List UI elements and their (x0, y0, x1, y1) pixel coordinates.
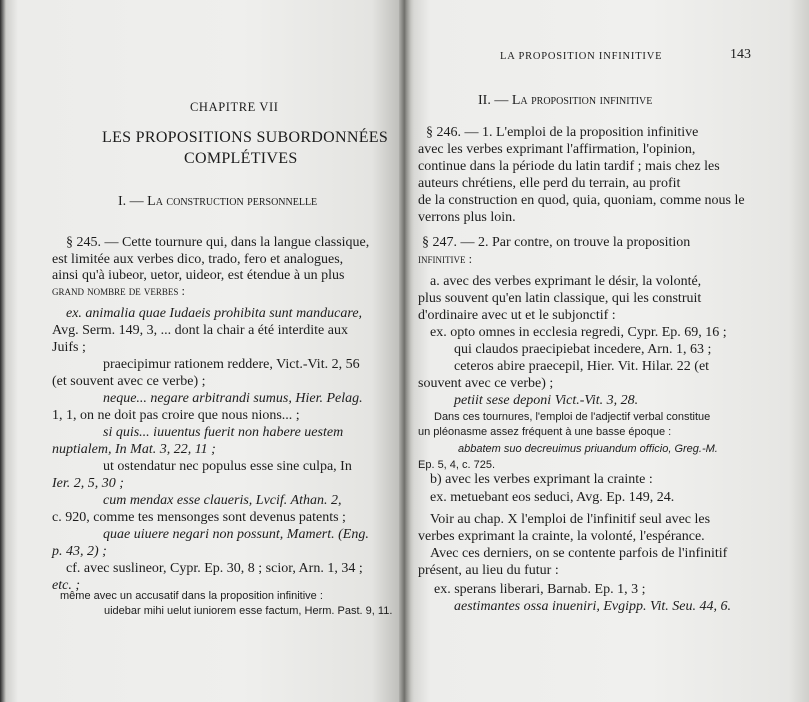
body-line: petiit sese deponi Vict.-Vit. 3, 28. (454, 393, 639, 408)
body-line: Avg. Serm. 149, 3, ... dont la chair a été interdite aux (52, 323, 348, 338)
body-line: nuptialem, In Mat. 3, 22, 11 ; (52, 442, 216, 457)
body-line: ainsi qu'à iubeor, uetor, uideor, est étendue à un plus (52, 268, 345, 283)
body-line: ceteros abire praecepil, Hier. Vit. Hilar. 22 (et (454, 359, 710, 374)
body-line: cf. avec suslineor, Cypr. Ep. 30, 8 ; scior, Arn. 1, 34 ; (66, 561, 363, 576)
body-line: Juifs ; (52, 340, 86, 355)
body-line: ex. sperans liberari, Barnab. Ep. 1, 3 ; (434, 582, 646, 597)
chapter-label: CHAPITRE VII (190, 100, 279, 114)
body-line: neque... negare arbitrandi sumus, Hier. Pelag. (103, 391, 363, 406)
body-line: avec les verbes exprimant l'affirmation, l'opinion, (418, 142, 696, 157)
body-line: verrons plus loin. (418, 210, 516, 225)
body-line: aestimantes ossa inueniri, Evgipp. Vit. Seu. 44, 6. (454, 599, 731, 614)
body-line: auteurs chrétiens, elle perd du terrain, au profit (418, 176, 681, 191)
body-line: § 246. — 1. L'emploi de la proposition infinitive (426, 125, 699, 140)
body-line: c. 920, comme tes mensonges sont devenus patents ; (52, 510, 346, 525)
page-number: 143 (730, 47, 751, 62)
body-line: quae uiuere negari non possunt, Mamert. (Eng. (103, 527, 369, 542)
note-line: un pléonasme assez fréquent à une basse époque : (418, 426, 672, 438)
body-line: est limitée aux verbes dico, trado, fero et analogues, (52, 252, 344, 267)
body-line: ex. metuebant eos seduci, Avg. Ep. 149, 24. (430, 490, 675, 505)
body-line: continue dans la période du latin tardif ; mais chez les (418, 159, 720, 174)
body-line: de la construction en quod, quia, quoniam, comme nous le (418, 193, 745, 208)
body-line: ut ostendatur nec populus esse sine culpa, In (103, 459, 352, 474)
note-line: Dans ces tournures, l'emploi de l'adjectif verbal constitue (434, 411, 711, 423)
right-page (404, 0, 809, 702)
body-line: 1, 1, on ne doit pas croire que nous nions... ; (52, 408, 300, 423)
note-line: abbatem suo decreuimus priuandum officio, Greg.-M. (458, 443, 718, 455)
footnote: uidebar mihi uelut iuniorem esse factum, Herm. Past. 9, 11. (104, 605, 393, 617)
body-line: infinitive : (418, 252, 473, 266)
body-line: p. 43, 2) ; (52, 544, 107, 559)
body-line: b) avec les verbes exprimant la crainte : (430, 472, 653, 487)
body-line: ex. opto omnes in ecclesia regredi, Cypr. Ep. 69, 16 ; (430, 325, 727, 340)
body-line: § 245. — Cette tournure qui, dans la langue classique, (66, 235, 370, 250)
body-line: praecipimur rationem reddere, Vict.-Vit. 2, 56 (103, 357, 360, 372)
body-line: Avec ces derniers, on se contente parfois de l'infinitif (430, 546, 728, 561)
body-line: grand nombre de verbes : (52, 284, 185, 298)
body-line: (et souvent avec ce verbe) ; (52, 374, 206, 389)
body-line: d'ordinaire avec ut et le subjonctif : (418, 308, 616, 323)
section-heading: I. — La construction personnelle (118, 194, 318, 209)
left-page (0, 0, 404, 702)
body-line: présent, au lieu du futur : (418, 563, 559, 578)
body-line: ex. animalia quae Iudaeis prohibita sunt manducare, (66, 306, 363, 321)
footnote: même avec un accusatif dans la proposition infinitive : (60, 590, 323, 602)
body-line: si quis... iuuentus fuerit non habere uestem (103, 425, 344, 440)
chapter-title: LES PROPOSITIONS SUBORDONNÉES (102, 129, 389, 146)
body-line: plus souvent qu'en latin classique, qui les construit (418, 291, 702, 306)
body-line: a. avec des verbes exprimant le désir, la volonté, (430, 274, 702, 289)
body-line: Voir au chap. X l'emploi de l'infinitif seul avec les (430, 512, 711, 527)
note-line: Ep. 5, 4, c. 725. (418, 459, 496, 471)
book-gutter (399, 0, 411, 702)
chapter-title: COMPLÉTIVES (184, 150, 298, 167)
body-line: verbes exprimant la crainte, la volonté, l'espérance. (418, 529, 705, 544)
body-line: Ier. 2, 5, 30 ; (52, 476, 124, 491)
body-line: souvent avec ce verbe) ; (418, 376, 554, 391)
running-head: LA PROPOSITION INFINITIVE (500, 51, 663, 62)
body-line: cum mendax esse claueris, Lvcif. Athan. 2, (103, 493, 342, 508)
body-line: § 247. — 2. Par contre, on trouve la proposition (422, 235, 691, 250)
body-line: qui claudos praecipiebat incedere, Arn. 1, 63 ; (454, 342, 712, 357)
section-heading: II. — La proposition infinitive (478, 93, 653, 108)
body-line: etc. ; (52, 578, 80, 593)
